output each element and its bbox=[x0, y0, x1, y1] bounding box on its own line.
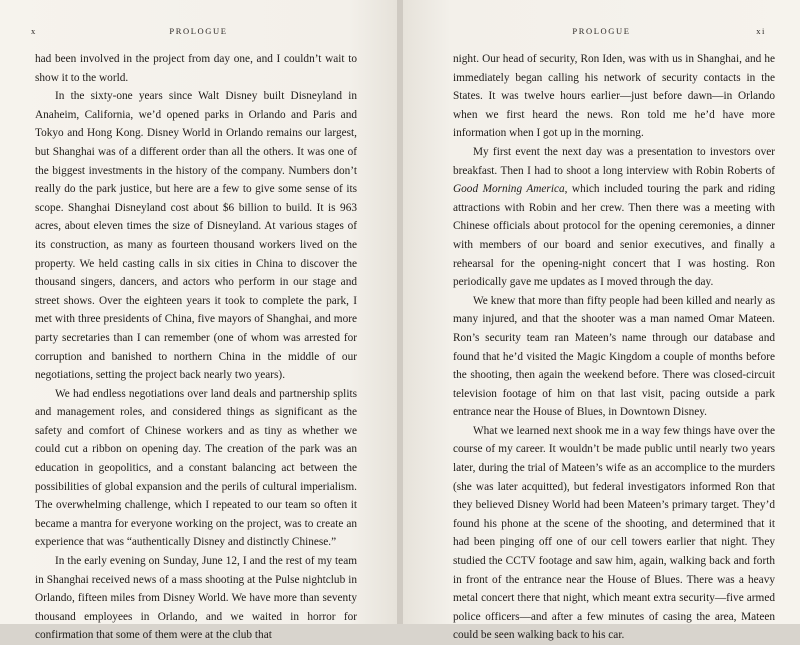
paragraph: What we learned next shook me in a way few things have over the course of my career. It wouldn’t be made public until nearly two years later, during the trial of Mateen’s wife as an accomplice to the murders (she was later acquitted), but federal investigators informed Ron that they believed Disney World had been Mateen’s primary target. They’d found his phone at the scene of the shooting, and determined that it had been pinging off one of our cell towers earlier that night. They studied the CCTV footage and saw him, again, walking back and forth in front of the entrance near the House of Blues. There was a heavy metal concert there that night, which meant extra security—five armed police officers—and after a few minutes of casing the area, Mateen could be seen walking back to his car. bbox=[453, 424, 775, 642]
right-page bbox=[403, 0, 800, 642]
left-body-text bbox=[35, 50, 357, 645]
paragraph: In the early evening on Sunday, June 12, I and the rest of my team in Shanghai received news of a mass shooting at the Pulse nightclub in Orlando, fifteen miles from Disney World. We have more than seventy thousand employees in Orlando, and we waited in horror for confirmation that some of them were at the club that bbox=[35, 555, 357, 642]
left-running-head: PROLOGUE bbox=[169, 26, 228, 36]
paragraph: We knew that more than fifty people had been killed and nearly as many injured, and that the shooter was a man named Omar Mateen. Ron’s security team ran Mateen’s name through our database and found that he’d visited the Magic Kingdom a couple of months before the shooting, then again the weekend before. There was closed-circuit television footage of him on that last visit, pacing outside a park entrance near the House of Blues, in Downtown Disney. bbox=[453, 294, 775, 419]
paragraph-text: My first event the next day was a presentation to investors over breakfast. Then I had to shoot a long interview with Robin Roberts of bbox=[453, 145, 775, 177]
right-folio: xi bbox=[756, 26, 766, 36]
show-title-italic: Good Morning America bbox=[453, 183, 565, 196]
paragraph: had been involved in the project from day one, and I couldn’t wait to show it to the world. bbox=[35, 53, 357, 84]
left-page bbox=[0, 0, 397, 642]
paragraph: We had endless negotiations over land deals and partnership splits and management roles, and considered things as significant as the safety and comfort of Chinese workers and as tiny as whether we could cut a ribbon on opening day. The creation of the park was an education in geopolitics, and a constant balancing act between the possibilities of global expansion and the perils of cultural imperialism. The overwhelming challenge, which I repeated to our team so often it became a mantra for everyone working on the project, was to create an experience that was “authentically Disney and distinctly Chinese.” bbox=[35, 387, 357, 549]
paragraph bbox=[453, 143, 775, 292]
paragraph-text: , which included touring the park and riding attractions with Robin and her crew. Then there was a meeting with Chinese officials about protocol for the opening ceremonies, a dinner with members of our board and senior executives, and finally a rehearsal for the opening-night concert that I was hosting. Ron periodically gave me updates as I moved through the day. bbox=[453, 183, 776, 289]
left-folio: x bbox=[31, 26, 37, 36]
paragraph: night. Our head of security, Ron Iden, was with us in Shanghai, and he immediately began calling his network of security contacts in the States. It was twelve hours earlier—just before dawn—in Orlando when we first heard the news. Ron told me he’d have more information when I got up in the morning. bbox=[453, 53, 775, 140]
right-running-head: PROLOGUE bbox=[572, 26, 631, 36]
right-body-text bbox=[453, 50, 775, 645]
paragraph: In the sixty-one years since Walt Disney built Disneyland in Anaheim, California, we’d opened parks in Orlando and Paris and Tokyo and Hong Kong. Disney World in Orlando remains our largest, but Shanghai was of a different order than all the others. It was one of the biggest investments in the history of the company. Numbers don’t really do the park justice, but here are a few to give some sense of its scope. Shanghai Disneyland cost about $6 billion to build. It is 963 acres, about eleven times the size of Disneyland. At various stages of its construction, as many as fourteen thousand workers lived on the property. We held casting calls in six cities in China to discover the thousand singers, dancers, and actors who perform in our stage and street shows. Over the eighteen years it took to complete the park, I met with three presidents of China, five mayors of Shanghai, and more party secretaries than I can remember (one of whom was arrested for corruption and banished to northern China in the middle of our negotiations, setting the project back nearly two years). bbox=[35, 90, 357, 382]
